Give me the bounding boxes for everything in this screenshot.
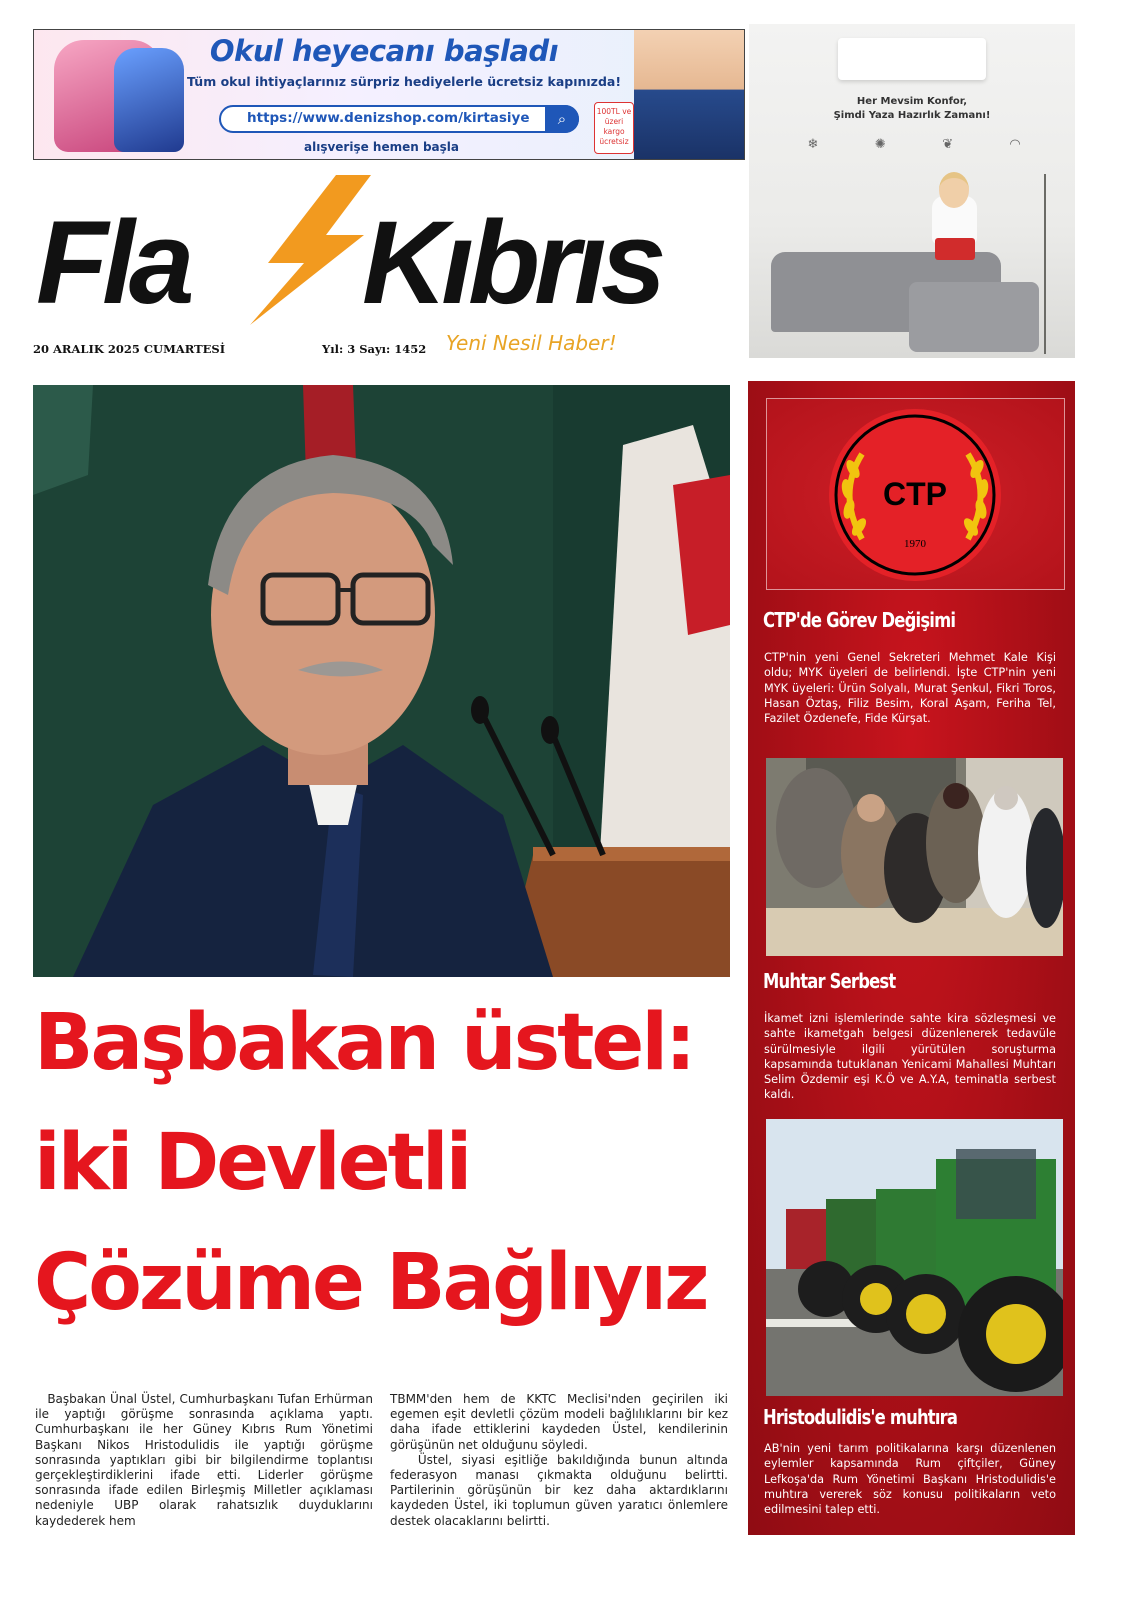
edition-date: 20 ARALIK 2025 CUMARTESİ <box>33 342 226 356</box>
schoolgirl-image <box>634 30 745 160</box>
wifi-icon: ◠ <box>1009 137 1021 152</box>
ac-unit-image <box>838 38 986 80</box>
leaf-icon: ❦ <box>942 137 954 152</box>
article-paragraph-1: Başbakan Ünal Üstel, Cumhurbaşkanı Tufan Erhürman ile yaptığı görüşme sonrasında açıklama yaptı. Cumhurbaşkanı ile her Güney Kıbrıs Rum Yönetimi Başkanı Nikos Hristodulidis ile yaptığı görüşme sonrasında yaptıkları gibi bir bilgilendirme toplantısı gerçekleştirdiklerini ifade etti. Liderler görüşme sonrasında ifade edilen Birleşmiş Milletler açıklaması nedeniyle UBP olarak rahatsızlık duyduklarını kaydederek hem <box>35 1392 373 1528</box>
ad-url[interactable]: https://www.denizshop.com/kirtasiye <box>247 110 530 126</box>
sidebar-story-title-hristodulidis[interactable]: Hristodulidis'e muhtıra <box>763 1405 958 1429</box>
child-shorts <box>935 238 975 260</box>
flas-kibris-logo[interactable] <box>36 175 736 325</box>
school-supplies-ad-banner[interactable] <box>33 29 745 160</box>
article-paragraph-3: Üstel, siyasi eşitliğe bakıldığında bunun altında federasyon manası çıkmakta olduğunu belirtti. Partilerinin görüşünün bir kez daha aktardıklarını kaydeden Üstel, iki toplumun güven yaratıcı önlemlere destek olacaklarını belirtti. <box>390 1452 728 1528</box>
news-sidebar <box>748 381 1075 1535</box>
ottoman-image <box>909 282 1039 352</box>
ctp-logo-frame <box>766 398 1065 590</box>
tractor-protest-photo <box>766 1119 1063 1396</box>
ctp-logo-text: CTP <box>883 476 947 512</box>
prime-minister-photo <box>33 385 730 977</box>
ac-ad-line-1: Her Mevsim Konfor, <box>856 96 968 107</box>
article-paragraph-2: TBMM'den hem de KKTC Meclisi'nden geçirilen iki egemen eşit devletli çözüm modeli bağlılıklarını bir kez daha ifade ettiklerini kaydeden Üstel, kendilerinin görüşünün net olduğunu söyledi. <box>390 1392 728 1452</box>
article-column-2 <box>390 1392 728 1529</box>
fan-icon: ✺ <box>874 137 886 152</box>
plant-decoration <box>1044 174 1072 354</box>
main-headline-line-2[interactable]: iki Devletli <box>34 1118 470 1208</box>
logo-text-left: Fla <box>36 197 189 325</box>
sidebar-story-title-ctp[interactable]: CTP'de Görev Değişimi <box>763 608 956 632</box>
sidebar-story-body-muhtar: İkamet izni işlemlerinde sahte kira sözleşmesi ve sahte ikametgah belgesi düzenlenerek tedavüle sürülmesiyle ilgili yürütülen soruşturma kapsamında tutuklanan Yenicami Mahallesi Muhtarı Selim Özdemir eşi K.Ö ve A.Y.A, teminatla serbest kaldı. <box>764 1012 1056 1102</box>
masthead-tagline: Yeni Nesil Haber! <box>446 331 617 355</box>
air-conditioner-ad[interactable] <box>749 24 1075 358</box>
sidebar-story-body-ctp: CTP'nin yeni Genel Sekreteri Mehmet Kale Kişi oldu; MYK üyeleri de belirlendi. İşte CTP'nin yeni MYK üyeleri: Ürün Solyalı, Murat Şenkul, Fikri Toros, Hasan Öztaş, Filiz Besim, Koral Aşam, Feriha Tel, Fazilet Özdenefe, Fide Kürşat. <box>764 651 1056 726</box>
article-column-1 <box>35 1392 373 1529</box>
snowflake-icon: ❄ <box>807 137 819 152</box>
sidebar-story-title-muhtar[interactable]: Muhtar Serbest <box>763 969 896 993</box>
ctp-logo-year: 1970 <box>904 538 926 550</box>
ad-url-bar[interactable] <box>219 105 579 133</box>
search-icon[interactable]: ⌕ <box>545 105 579 133</box>
sidebar-story-body-hristodulidis: AB'nin yeni tarım politikalarına karşı düzenlenen eylemler kapsamında Rum çiftçiler, Güney Lefkoşa'da Rum Yönetimi Başkanı Hristodulidis'e muhtıra vererek söz konusu politikaların veto edilmesini talep etti. <box>764 1442 1056 1517</box>
child-head <box>939 172 969 208</box>
lightning-bolt-icon <box>250 175 371 325</box>
logo-text-right: Kıbrıs <box>362 197 661 325</box>
muhtar-story-photo <box>766 758 1063 956</box>
free-shipping-badge: 100TL ve üzeri kargo ücretsiz <box>594 102 634 154</box>
main-headline-line-1[interactable]: Başbakan üstel: <box>34 998 694 1088</box>
ac-feature-row <box>789 137 1039 177</box>
ad-cta[interactable]: alışverişe hemen başla <box>304 140 460 154</box>
ad-headline: Okul heyecanı başladı <box>209 34 559 68</box>
issue-number: Yıl: 3 Sayı: 1452 <box>322 342 427 356</box>
main-headline-line-3[interactable]: Çözüme Bağlıyız <box>34 1238 707 1328</box>
ad-subline: Tüm okul ihtiyaçlarınız sürpriz hediyelerle ücretsiz kapınızda! <box>186 74 622 89</box>
ctp-party-logo <box>767 399 1064 589</box>
ac-ad-line-2: Şimdi Yaza Hazırlık Zamanı! <box>833 110 991 121</box>
